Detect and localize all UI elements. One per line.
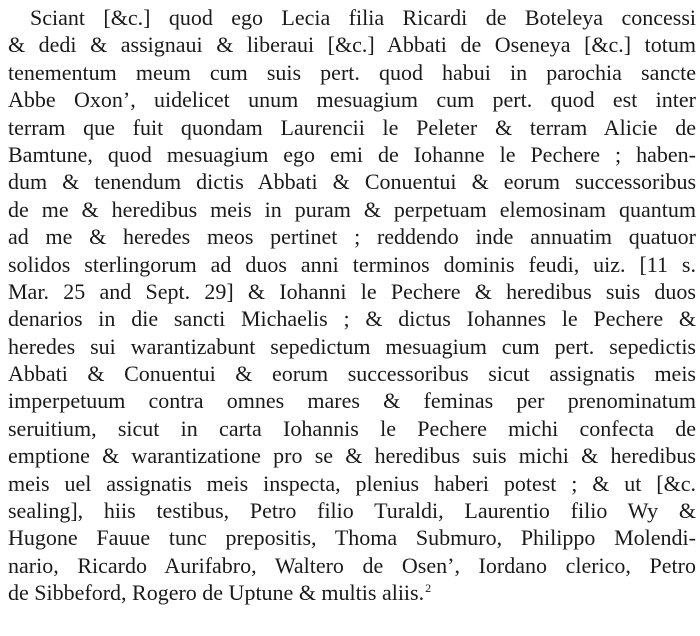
last-line-text: de Sibbeford, Rogero de Uptune & multis aliis. xyxy=(8,580,425,606)
text-line: sealing], hiis testibus, Petro filio Turaldi, Laurentio filio Wy & xyxy=(8,498,696,524)
text-line: Hugone Fauue tunc prepositis, Thoma Submuro, Philippo Molendi- xyxy=(8,525,696,551)
footnote-marker: 2 xyxy=(425,580,432,595)
text-line: meis uel assignatis meis inspecta, plenius haberi potest ; & ut [&c. xyxy=(8,470,696,496)
text-line: Abbe Oxon’, uidelicet unum mesuagium cum pert. quod est inter xyxy=(8,87,696,113)
text-line: tenementum meum cum suis pert. quod habui in parochia sancte xyxy=(8,59,696,85)
text-line: heredes sui warantizabunt sepedictum mesuagium cum pert. sepedictis xyxy=(8,333,696,359)
text-line: nario, Ricardo Aurifabro, Waltero de Osen’, Iordano clerico, Petro xyxy=(8,552,696,578)
text-line: imperpetuum contra omnes mares & feminas per prenominatum xyxy=(8,388,696,414)
text-line-last xyxy=(8,579,696,606)
text-line: ad me & heredes meos pertinet ; reddendo inde annuatim quatuor xyxy=(8,224,696,250)
text-line: emptione & warantizatione pro se & heredibus suis michi & heredibus xyxy=(8,443,696,469)
text-line: Bamtune, quod mesuagium ego emi de Iohanne le Pechere ; haben- xyxy=(8,141,696,167)
text-line: seruitium, sicut in carta Iohannis le Pechere michi confecta de xyxy=(8,415,696,441)
text-line: denarios in die sancti Michaelis ; & dictus Iohannes le Pechere & xyxy=(8,306,696,332)
text-line: de me & heredibus meis in puram & perpetuam elemosinam quantum xyxy=(8,196,696,222)
text-line: Sciant [&c.] quod ego Lecia filia Ricardi de Boteleya concessi xyxy=(30,5,696,30)
text-line: Abbati & Conuentui & eorum successoribus sicut assignatis meis xyxy=(8,361,696,387)
text-line: solidos sterlingorum ad duos anni terminos dominis feudi, uiz. [11 s. xyxy=(8,251,696,277)
text-line: & dedi & assignaui & liberaui [&c.] Abbati de Oseneya [&c.] totum xyxy=(8,32,696,58)
charter-text xyxy=(8,4,696,607)
text-line: dum & tenendum dictis Abbati & Conuentui & eorum successoribus xyxy=(8,169,696,195)
text-line: Mar. 25 and Sept. 29] & Iohanni le Pechere & heredibus suis duos xyxy=(8,278,696,304)
text-line: terram que fuit quondam Laurencii le Peleter & terram Alicie de xyxy=(8,114,696,140)
